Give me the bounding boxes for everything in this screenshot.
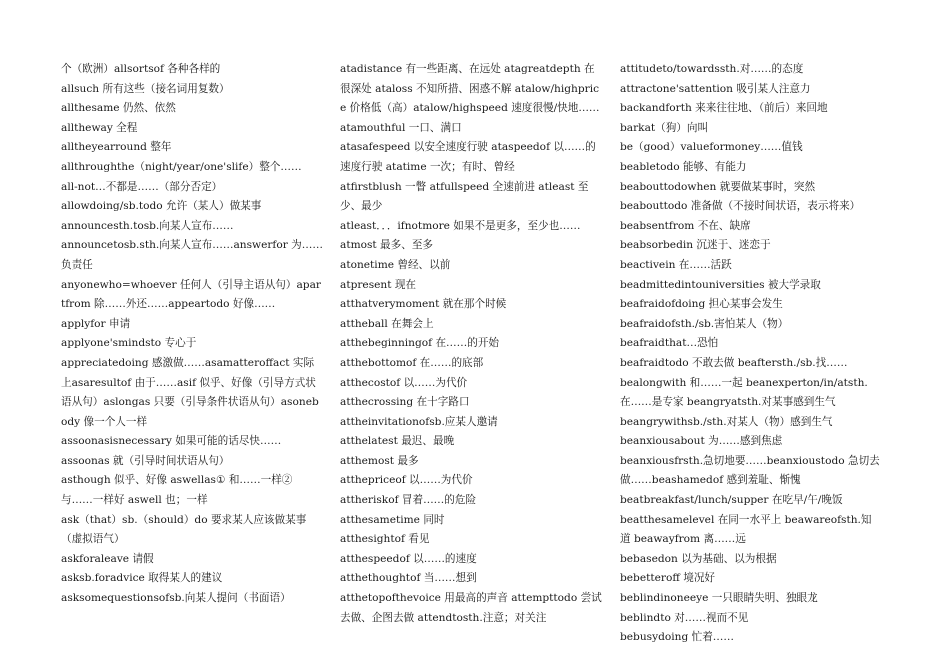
phrase-entry: atleast．．．ifnotmore 如果不是更多，至少也…… [340, 219, 581, 232]
phrase-entry: beatthesamelevel 在同一水平上 beawareofsth.知道 beawayfrom 离……远 [620, 513, 872, 546]
phrase-entry: allthroughthe（night/year/one'slife）整个…… [61, 160, 302, 173]
phrase-entry: atthethoughtof 当……想到 [340, 572, 477, 585]
phrase-entry: beabsorbedin 沉迷于、迷恋于 [620, 239, 771, 252]
phrase-entry: ask（that）sb.（should）do 要求某人应该做某事（虚拟语气） [61, 513, 307, 546]
phrase-entry: appreciatedoing 感激做……asamatteroffact 实际上asaresultof 由于……asif 似乎、好像（引导方式状语从句）aslongas 只要（引导条件状语从句）asonebody 像一个人一样 [61, 356, 319, 428]
phrase-entry: beabouttodo 准备做（不接时间状语，表示将来） [620, 200, 861, 213]
phrase-entry: atpresent 现在 [340, 278, 417, 291]
phrase-entry: allowdoing/sb.todo 允许（某人）做某事 [61, 200, 262, 213]
phrase-entry: beafraidtodo 不敢去做 beaftersth./sb.找…… [620, 356, 848, 369]
phrase-entry: beabletodo 能够、有能力 [620, 160, 747, 173]
phrase-entry: atfirstblush 一瞥 atfullspeed 全速前进 atleast 至少、最少 [340, 180, 589, 213]
phrase-entry: beafraidofdoing 担心某事会发生 [620, 298, 783, 311]
phrase-entry: allsuch 所有这些（接名词用复数） [61, 82, 230, 95]
phrase-entry: bebusydoing 忙着…… [620, 631, 734, 644]
phrase-entry: beafraidthat…恐怕 [620, 337, 719, 350]
phrase-entry: atthelatest 最迟、最晚 [340, 435, 455, 448]
phrase-entry: askforaleave 请假 [61, 552, 154, 565]
phrase-entry: atthecostof 以……为代价 [340, 376, 468, 389]
phrase-entry: attractone'sattention 吸引某人注意力 [620, 82, 811, 95]
phrase-entry: beadmittedintouniversities 被大学录取 [620, 278, 821, 291]
phrase-entry: atasafespeed 以安全速度行驶 ataspeedof 以……的速度行驶 atatime 一次；有时、曾经 [340, 141, 596, 173]
phrase-entry: alltheway 全程 [61, 121, 138, 134]
phrase-entry: attitudeto/towardssth.对……的态度 [620, 63, 804, 75]
phrase-entry: atthesightof 看见 [340, 533, 430, 546]
phrase-entry: beabsentfrom 不在、缺席 [620, 219, 751, 232]
phrase-entry: barkat（狗）向叫 [620, 121, 709, 134]
phrase-entry: beafraidofsth./sb.害怕某人（物） [620, 317, 789, 330]
column-middle [340, 60, 602, 628]
phrase-entry: allthesame 仍然、依然 [61, 102, 176, 115]
phrase-entry: asksomequestionsofsb.向某人提问（书面语） [61, 592, 291, 605]
phrase-entry: bealongwith 和……一起 beanexperton/in/atsth.在……是专家 beangryatsth.对某事感到生气 [620, 376, 868, 409]
phrase-entry: atthecrossing 在十字路口 [340, 396, 470, 409]
phrase-entry: asthough 似乎、好像 aswellas① 和……一样②与……一样好 aswell 也；一样 [61, 474, 293, 507]
column-left [61, 60, 323, 609]
phrase-entry: beanxiousfrsth.急切地要……beanxioustodo 急切去做……beashamedof 感到羞耻、惭愧 [620, 454, 880, 487]
phrase-entry: announcetosb.sth.向某人宣布……answerfor 为……负责任 [61, 239, 323, 271]
phrase-entry: atadistance 有一些距离、在远处 atagreatdepth 在很深处 ataloss 不知所措、困惑不解 atalow/highprice 价格低（高）atalow/highspeed 速度很慢/快地……atamouthful 一口、满口 [340, 63, 600, 134]
phrase-entry: atthesametime 同时 [340, 513, 445, 526]
phrase-entry: bebetteroff 境况好 [620, 572, 716, 585]
phrase-entry: atthatverymoment 就在那个时候 [340, 298, 507, 311]
phrase-entry: applyfor 申请 [61, 317, 131, 330]
phrase-entry: attheball 在舞会上 [340, 317, 434, 330]
phrase-entry: attheinvitationofsb.应某人邀请 [340, 415, 498, 428]
phrase-entry: beatbreakfast/lunch/supper 在吃早/午/晚饭 [620, 494, 843, 507]
phrase-entry: beblindinoneeye 一只眼睛失明、独眼龙 [620, 592, 818, 605]
phrase-entry: 个（欧洲）allsortsof 各种各样的 [61, 63, 221, 75]
phrase-entry: atmost 最多、至多 [340, 239, 434, 252]
phrase-entry: asksb.foradvice 取得某人的建议 [61, 572, 223, 585]
phrase-entry: atthemost 最多 [340, 454, 419, 467]
phrase-entry: atthespeedof 以……的速度 [340, 552, 477, 565]
phrase-entry: atthepriceof 以……为代价 [340, 474, 473, 487]
phrase-entry: assoonasisnecessary 如果可能的话尽快…… [61, 435, 282, 448]
phrase-entry: applyone'smindsto 专心于 [61, 337, 197, 350]
phrase-entry: beblindto 对……视而不见 [620, 611, 749, 624]
phrase-entry: beanxiousabout 为……感到焦虑 [620, 435, 783, 448]
phrase-entry: assoonas 就（引导时间状语从句） [61, 454, 230, 467]
phrase-entry: announcesth.tosb.向某人宣布…… [61, 219, 234, 232]
phrase-entry: be（good）valueformoney……值钱 [620, 141, 803, 154]
phrase-entry: backandforth 来来往往地、（前后）来回地 [620, 102, 828, 115]
phrase-entry: bebasedon 以为基础、以为根据 [620, 552, 777, 565]
phrase-entry: atthetopofthevoice 用最高的声音 attempttodo 尝试去做、企图去做 attendtosth.注意；对关注 [340, 592, 602, 624]
phrase-entry: atthebottomof 在……的底部 [340, 356, 484, 369]
phrase-entry: alltheyearround 整年 [61, 141, 172, 154]
phrase-entry: beabouttodowhen 就要做某事时，突然 [620, 180, 816, 193]
phrase-entry: atthebeginningof 在……的开始 [340, 337, 500, 350]
column-right [620, 60, 882, 648]
phrase-entry: beangrywithsb./sth.对某人（物）感到生气 [620, 415, 833, 428]
phrase-entry: atonetime 曾经、以前 [340, 258, 451, 271]
phrase-entry: all-not…不都是……（部分否定） [61, 180, 223, 193]
phrase-entry: anyonewho=whoever 任何人（引导主语从句）apartfrom 除……外还……appeartodo 好像…… [61, 278, 321, 311]
phrase-entry: beactivein 在……活跃 [620, 258, 732, 271]
phrase-entry: attheriskof 冒着……的危险 [340, 494, 477, 507]
